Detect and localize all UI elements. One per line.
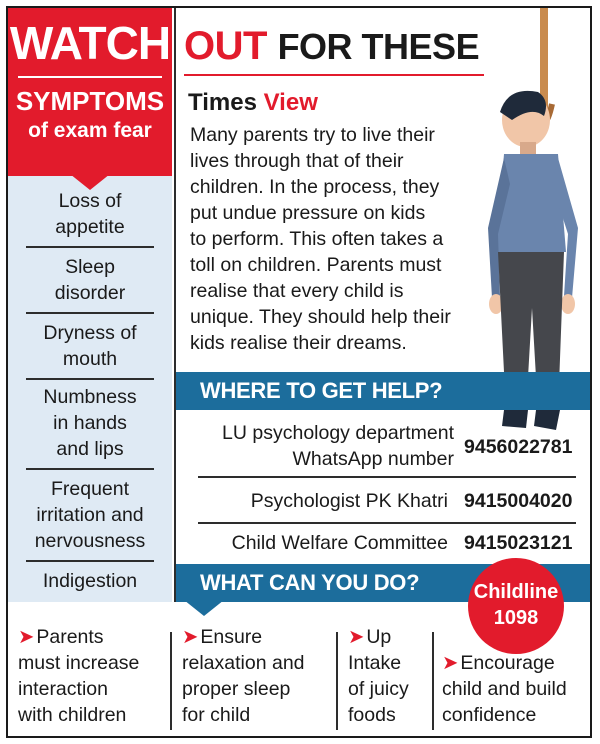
action-line: of juicy <box>348 678 409 700</box>
action-line: for child <box>182 704 251 726</box>
action-line: with children <box>18 704 127 726</box>
title-underline <box>184 74 484 76</box>
left-shoe <box>502 410 528 428</box>
arrow-icon: ➤ <box>442 652 459 674</box>
symptom-divider <box>26 378 154 380</box>
contact-number: 9415004020 <box>464 490 573 512</box>
contact-divider <box>198 522 576 524</box>
symptom-line: Sleep <box>65 256 115 278</box>
symptom-item <box>22 568 158 594</box>
symptom-line: Numbness <box>43 386 137 408</box>
times-view-label <box>188 88 318 118</box>
childline-number: 1098 <box>493 607 539 629</box>
action-item <box>348 624 428 728</box>
body-line: Many parents try to live their <box>190 124 435 146</box>
arrow-icon: ➤ <box>18 626 35 648</box>
action-line: must increase <box>18 652 140 674</box>
symptoms-panel <box>8 8 172 602</box>
watch-divider <box>18 76 162 78</box>
symptom-line: in hands <box>53 412 127 434</box>
title-rest: FOR THESE <box>277 26 480 67</box>
body-line: children. In the process, they <box>190 176 440 198</box>
symptom-line: Loss of <box>58 190 122 212</box>
symptom-line: irritation and <box>36 504 144 526</box>
symptom-line: appetite <box>55 216 125 238</box>
contact-name <box>188 530 448 556</box>
action-line: Ensure <box>200 626 263 648</box>
contact-name <box>188 488 448 514</box>
what-can-you-do-heading: WHAT CAN YOU DO? <box>200 570 420 595</box>
symptom-line: Frequent <box>50 478 130 500</box>
contact-name-line: WhatsApp number <box>292 448 454 470</box>
symptom-item <box>22 254 158 306</box>
symptom-line: nervousness <box>34 530 146 552</box>
action-divider <box>170 632 172 730</box>
times-view-body <box>190 122 488 356</box>
symptom-line: and lips <box>56 438 124 460</box>
column-divider <box>174 8 176 602</box>
title-out: OUT <box>184 24 267 68</box>
action-line: child and build <box>442 678 567 700</box>
symptom-line: Dryness of <box>43 322 137 344</box>
right-shoe <box>534 410 560 430</box>
symptom-item <box>22 476 158 554</box>
action-divider <box>336 632 338 730</box>
action-item <box>182 624 334 728</box>
times-view-label-b: View <box>263 89 318 116</box>
symptom-line: Indigestion <box>42 570 138 592</box>
body-line: lives through that of their <box>190 150 404 172</box>
times-view-label-a: Times <box>188 89 257 116</box>
action-line: Parents <box>36 626 104 648</box>
body-line: put undue pressure on kids <box>190 202 426 224</box>
action-line: Intake <box>348 652 402 674</box>
right-hand <box>561 294 575 314</box>
action-line: proper sleep <box>182 678 291 700</box>
contact-number: 9456022781 <box>464 436 573 458</box>
symptom-item <box>22 188 158 240</box>
body-line: realise that every child is <box>190 280 404 302</box>
action-divider <box>432 632 434 730</box>
symptom-divider <box>26 560 154 562</box>
watch-header <box>8 8 172 176</box>
action-line: confidence <box>442 704 537 726</box>
symptom-line: mouth <box>62 348 118 370</box>
symptoms-subheading: of exam fear <box>28 119 152 142</box>
action-item <box>442 650 590 728</box>
action-line: Encourage <box>460 652 555 674</box>
body-line: toll on children. Parents must <box>190 254 442 276</box>
symptom-divider <box>26 246 154 248</box>
body-line: to perform. This often takes a <box>190 228 444 250</box>
symptom-item <box>22 320 158 372</box>
contact-name-line: LU psychology department <box>222 422 454 444</box>
childline-label: Childline <box>473 581 559 603</box>
symptoms-heading: SYMPTOMS <box>15 86 165 116</box>
action-line: foods <box>348 704 396 726</box>
contact-name-line: Psychologist PK Khatri <box>250 490 448 512</box>
arrow-icon: ➤ <box>348 626 365 648</box>
childline-badge <box>468 558 564 654</box>
contact-divider <box>198 476 576 478</box>
action-item <box>18 624 168 728</box>
help-heading: WHERE TO GET HELP? <box>200 378 443 403</box>
body-line: unique. They should help their <box>190 306 451 328</box>
action-line: Up <box>366 626 392 648</box>
symptom-item <box>22 384 158 462</box>
what-can-you-do-pointer <box>184 600 224 616</box>
page-title <box>184 22 479 71</box>
action-line: relaxation and <box>182 652 305 674</box>
contact-name-line: Child Welfare Committee <box>231 532 448 554</box>
contact-name <box>188 420 454 472</box>
symptom-divider <box>26 312 154 314</box>
arrow-icon: ➤ <box>182 626 199 648</box>
contact-number: 9415023121 <box>464 532 573 554</box>
neck <box>520 142 536 154</box>
infographic-frame <box>6 6 592 738</box>
symptom-line: disorder <box>54 282 126 304</box>
shirt <box>496 154 566 252</box>
watch-word: WATCH <box>9 17 171 69</box>
symptom-divider <box>26 468 154 470</box>
body-line: kids realise their dreams. <box>190 332 407 354</box>
action-line: interaction <box>18 678 108 700</box>
